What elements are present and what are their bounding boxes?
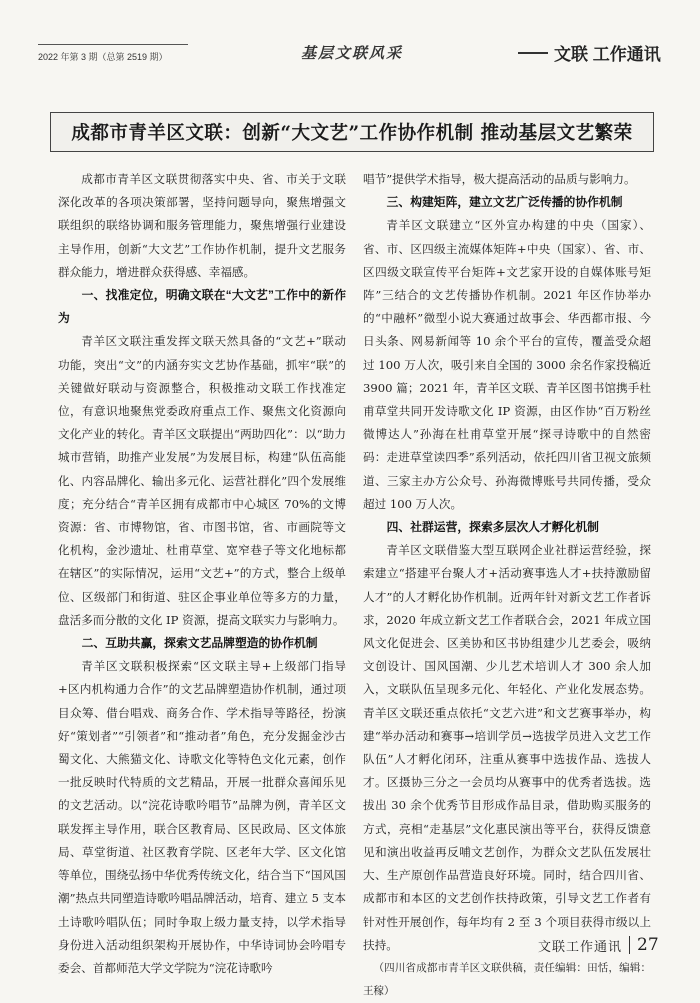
article-title: 成都市青羊区文联：创新“大文艺”工作协作机制 推动基层文艺繁荣 [71,123,633,144]
section-2-paragraph: 青羊区文联积极探索“区文联主导+上级部门指导+区内机构通力合作”的文艺品牌塑造协作机制，通过项目众筹、借台唱戏、商务合作、学术指导等路径，扮演好“策划者”“引领者”和“推动者”角色，充分发掘金沙古蜀文化、大熊猫文化、诗歌文化等特色文化元素，创作一批反映时代特质的文艺精品，开展一批群众喜闻乐见的文艺活动。以“浣花诗歌吟唱节”品牌为例，青羊区文联发挥主导作用，联合区教育局、区民政局、区文体旅局、草堂街道、社区教育学院、区老年大学、区文化馆等单位，围绕弘扬中华优秀传统文化，结合当下“国风国潮”热点共同塑造诗歌吟唱品牌活动，培育、建立 5 支本土诗歌吟唱队伍；同时争取上级力量支持，以学术指导身份进入活动组织架构开展协作，中华诗词协会吟唱专委会、首都师范大学文学院为“浣花诗歌吟 [58,659,346,975]
left-column [58,168,346,980]
section-heading-1: 一、找准定位，明确文联在“大文艺”工作中的新作为 [58,288,346,326]
article-title-box [50,112,654,152]
section-3-paragraph: 青羊区文联建立“区外宣办构建的中央（国家）、省、市、区四级主流媒体矩阵+中央（国家）、省、市、区四级文联宣传平台矩阵+文艺家开设的自媒体账号矩阵”三结合的文艺传播协作机制。2021 年区作协举办的“中融杯”微型小说大赛通过故事会、华西都市报、今日头条、网易新闻等 10 余个平台的宣传，覆盖受众超过 100 万人次，吸引来自全国的 3000 余名作家投稿近 3900 篇；2021 年，青羊区文联、青羊区图书馆携手杜甫草堂共同开发诗歌文化 IP 资源，由区作协“百万粉丝微博达人”孙海在杜甫草堂开展“探寻诗歌中的自然密码：走进草堂读四季”系列活动，依托四川省卫视文旅频道、三家主办方公众号、孙海微博账号共同传播，受众超过 100 万人次。 [363,218,651,511]
footer-separator [629,936,630,954]
section-4-paragraph: 青羊区文联借鉴大型互联网企业社群运营经验，探索建立“搭建平台聚人才+活动赛事选人才+扶持激励留人才”的人才孵化协作机制。近两年针对新文艺工作者诉求，2020 年成立新文艺工作者联合会，2021 年成立国风文化促进会、区美协和区书协组建少儿艺委会，吸纳文创设计、国风国潮、少儿艺术培训人才 300 余人加入，文联队伍呈现多元化、年轻化、产业化发展态势。青羊区文联还重点依托“文艺六进”和文艺赛事举办，构建“举办活动和赛事→培训学员→选拔学员进入文艺工作队伍”人才孵化闭环，注重从赛事中选拔作品、选拔人才。区摄协三分之一会员均从赛事中的优秀者选拔。选拔出 30 余个优秀节目形成作品目录，借助购买服务的方式，亮相“走基层”文化惠民演出等平台，获得反馈意见和演出收益再反哺文艺创作，为群众文艺队伍发展壮大、生产原创作品营造良好环境。同时，结合四川省、成都市和本区的文艺创作扶持政策，引导文艺工作者有针对性开展创作，每年均有 2 至 3 个项目获得市级以上扶持。 [363,543,651,952]
section-title: 基层文联风采 [300,44,403,62]
footer-magazine-name: 文联工作通讯 [538,939,623,955]
section-heading-4: 四、社群运营，探索多层次人才孵化机制 [386,520,599,535]
section-1-paragraph: 青羊区文联注重发挥文联天然具备的“文艺+”联动功能，突出“文”的内涵夯实文艺协作基础，抓牢“联”的关键做好联动与资源整合，积极推动文联工作找准定位，有意识地聚焦党委政府重点工作、聚焦文化资源向文化产业的转化。青羊区文联提出“两助四化”：以“助力城市营销，助推产业发展”为发展目标，构建“队伍高能化、内容品牌化、输出多元化、运营社群化”四个发展维度；充分结合“青羊区拥有成都市中心城区 70%的文博资源：省、市博物馆，省、市图书馆，省、市画院等文化机构，金沙遗址、杜甫草堂、宽窄巷子等文化地标都在辖区”的实际情况，运用“文艺+”的方式，整合上级单位、区级部门和街道、驻区企事业单位等多方的力量，盘活多而分散的文化 IP 资源，提高文联实力与影响力。 [58,334,346,627]
source-credit: （四川省成都市青羊区文联供稿，责任编辑：田恬，编辑：王稼） [363,961,651,998]
continued-paragraph: 唱节”提供学术指导，极大提高活动的品质与影响力。 [363,172,636,186]
section-heading-2: 二、互助共赢，探索文艺品牌塑造的协作机制 [81,636,318,651]
brand-rule [518,52,548,54]
page-number: 27 [637,935,659,955]
right-column [363,168,651,1003]
page-footer [538,935,659,955]
issue-label: 2022 年第 3 期（总第 2519 期） [38,52,168,62]
magazine-brand [518,40,661,65]
intro-paragraph: 成都市青羊区文联贯彻落实中央、省、市关于文联深化改革的各项决策部署，坚持问题导向，聚焦增强文联组织的联络协调和服务管理能力，聚焦增强行业建设主导作用，创新“大文艺”工作协作机制，提升文艺服务群众能力，增进群众获得感、幸福感。 [58,172,346,279]
brand-logo-text: 文联 工作通讯 [554,45,661,64]
section-heading-3: 三、构建矩阵，建立文艺广泛传播的协作机制 [386,195,623,210]
header-rule [38,44,188,45]
